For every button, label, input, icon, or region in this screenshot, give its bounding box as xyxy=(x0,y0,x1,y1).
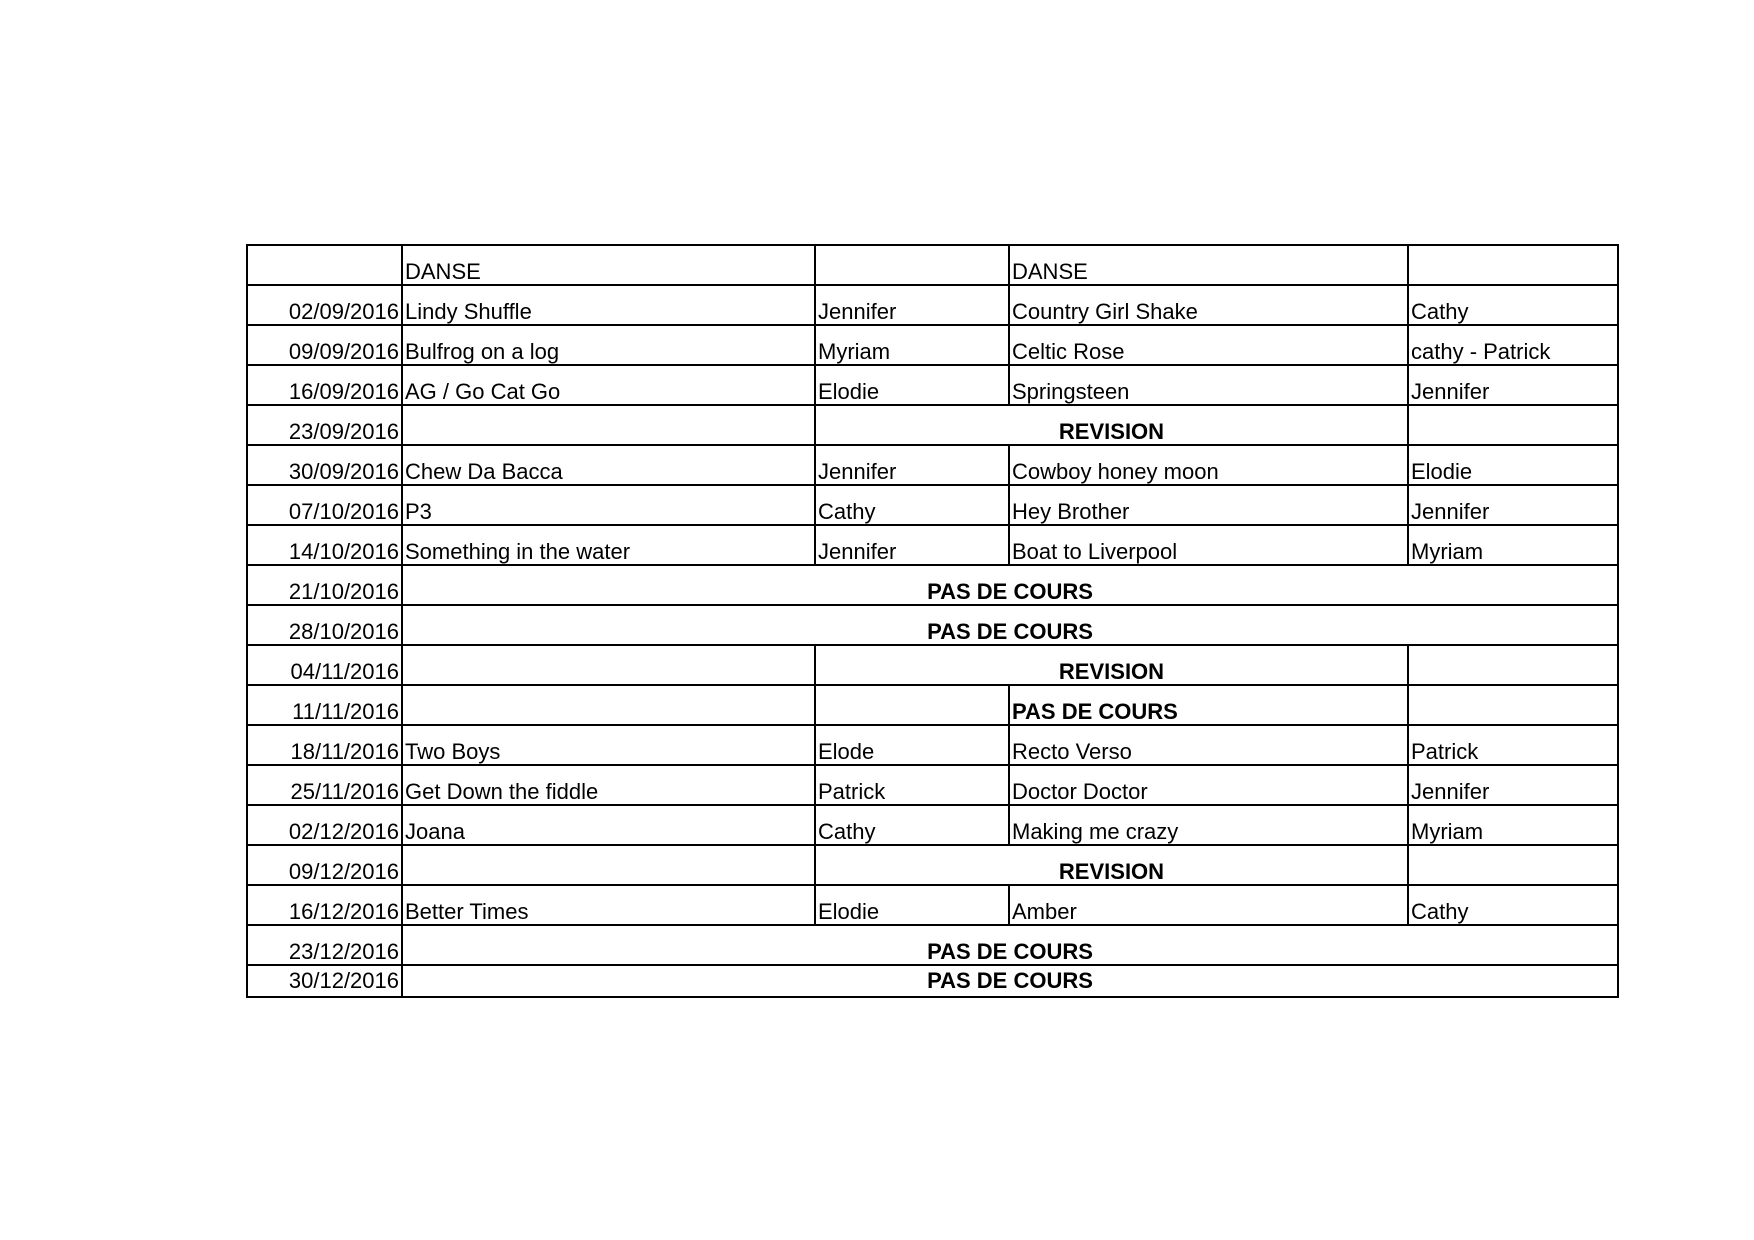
no-class-note: PAS DE COURS xyxy=(402,565,1618,605)
table-row-no-class xyxy=(247,685,1618,725)
header-row xyxy=(247,245,1618,285)
teacher-2-cell: Cathy xyxy=(1408,285,1618,325)
table-row xyxy=(247,285,1618,325)
table-row-revision xyxy=(247,645,1618,685)
table-row xyxy=(247,325,1618,365)
dance-2-cell: Making me crazy xyxy=(1009,805,1408,845)
dance-2-cell: Cowboy honey moon xyxy=(1009,445,1408,485)
date-cell: 28/10/2016 xyxy=(247,605,402,645)
date-cell: 18/11/2016 xyxy=(247,725,402,765)
no-class-note: PAS DE COURS xyxy=(402,925,1618,965)
date-cell: 30/12/2016 xyxy=(247,965,402,997)
date-cell: 25/11/2016 xyxy=(247,765,402,805)
teacher-2-cell: Patrick xyxy=(1408,725,1618,765)
dance-1-cell: Something in the water xyxy=(402,525,815,565)
teacher-1-cell: Patrick xyxy=(815,765,1009,805)
revision-note: REVISION xyxy=(815,645,1408,685)
header-teacher-2 xyxy=(1408,245,1618,285)
no-class-note: PAS DE COURS xyxy=(402,605,1618,645)
table-row xyxy=(247,765,1618,805)
table-row-no-class xyxy=(247,925,1618,965)
header-dance-1: DANSE xyxy=(402,245,815,285)
empty-cell xyxy=(1408,405,1618,445)
date-cell: 09/12/2016 xyxy=(247,845,402,885)
table-row xyxy=(247,725,1618,765)
teacher-1-cell: Cathy xyxy=(815,485,1009,525)
dance-2-cell: Hey Brother xyxy=(1009,485,1408,525)
table-row xyxy=(247,445,1618,485)
teacher-2-cell: Jennifer xyxy=(1408,485,1618,525)
dance-2-cell: Recto Verso xyxy=(1009,725,1408,765)
date-cell: 23/12/2016 xyxy=(247,925,402,965)
teacher-1-cell: Elode xyxy=(815,725,1009,765)
dance-schedule-table xyxy=(246,244,1619,998)
date-cell: 30/09/2016 xyxy=(247,445,402,485)
date-cell: 09/09/2016 xyxy=(247,325,402,365)
teacher-2-cell: Cathy xyxy=(1408,885,1618,925)
dance-1-cell: Two Boys xyxy=(402,725,815,765)
table-row xyxy=(247,365,1618,405)
table-row-no-class xyxy=(247,965,1618,997)
empty-cell xyxy=(1408,685,1618,725)
teacher-1-cell: Jennifer xyxy=(815,525,1009,565)
teacher-1-cell: Cathy xyxy=(815,805,1009,845)
header-teacher-1 xyxy=(815,245,1009,285)
table-row-no-class xyxy=(247,605,1618,645)
dance-1-cell: Lindy Shuffle xyxy=(402,285,815,325)
date-cell: 07/10/2016 xyxy=(247,485,402,525)
empty-cell xyxy=(402,845,815,885)
teacher-1-cell: Jennifer xyxy=(815,445,1009,485)
header-dance-2: DANSE xyxy=(1009,245,1408,285)
empty-cell xyxy=(402,685,815,725)
teacher-1-cell: Elodie xyxy=(815,365,1009,405)
teacher-1-cell: Elodie xyxy=(815,885,1009,925)
table-row xyxy=(247,485,1618,525)
table-row xyxy=(247,525,1618,565)
date-cell: 16/09/2016 xyxy=(247,365,402,405)
dance-2-cell: Celtic Rose xyxy=(1009,325,1408,365)
dance-1-cell: AG / Go Cat Go xyxy=(402,365,815,405)
empty-cell xyxy=(1408,845,1618,885)
dance-2-cell: Springsteen xyxy=(1009,365,1408,405)
teacher-1-cell: Jennifer xyxy=(815,285,1009,325)
dance-1-cell: P3 xyxy=(402,485,815,525)
date-cell: 02/09/2016 xyxy=(247,285,402,325)
teacher-1-cell: Myriam xyxy=(815,325,1009,365)
date-cell: 23/09/2016 xyxy=(247,405,402,445)
date-cell: 11/11/2016 xyxy=(247,685,402,725)
date-cell: 21/10/2016 xyxy=(247,565,402,605)
empty-cell xyxy=(402,405,815,445)
empty-cell xyxy=(402,645,815,685)
dance-1-cell: Chew Da Bacca xyxy=(402,445,815,485)
revision-note: REVISION xyxy=(815,845,1408,885)
teacher-2-cell: Myriam xyxy=(1408,805,1618,845)
dance-2-cell: Doctor Doctor xyxy=(1009,765,1408,805)
table-row xyxy=(247,885,1618,925)
no-class-note: PAS DE COURS xyxy=(1009,685,1408,725)
table-row xyxy=(247,805,1618,845)
teacher-2-cell: Jennifer xyxy=(1408,765,1618,805)
teacher-2-cell: Elodie xyxy=(1408,445,1618,485)
empty-cell xyxy=(815,685,1009,725)
dance-2-cell: Boat to Liverpool xyxy=(1009,525,1408,565)
teacher-2-cell: Jennifer xyxy=(1408,365,1618,405)
table-row-no-class xyxy=(247,565,1618,605)
revision-note: REVISION xyxy=(815,405,1408,445)
dance-2-cell: Country Girl Shake xyxy=(1009,285,1408,325)
date-cell: 02/12/2016 xyxy=(247,805,402,845)
date-cell: 04/11/2016 xyxy=(247,645,402,685)
empty-cell xyxy=(1408,645,1618,685)
date-cell: 16/12/2016 xyxy=(247,885,402,925)
dance-1-cell: Joana xyxy=(402,805,815,845)
teacher-2-cell: cathy - Patrick xyxy=(1408,325,1618,365)
date-cell: 14/10/2016 xyxy=(247,525,402,565)
table-row-revision xyxy=(247,405,1618,445)
dance-1-cell: Get Down the fiddle xyxy=(402,765,815,805)
dance-1-cell: Bulfrog on a log xyxy=(402,325,815,365)
teacher-2-cell: Myriam xyxy=(1408,525,1618,565)
dance-1-cell: Better Times xyxy=(402,885,815,925)
dance-2-cell: Amber xyxy=(1009,885,1408,925)
header-date-cell xyxy=(247,245,402,285)
table-row-revision xyxy=(247,845,1618,885)
no-class-note: PAS DE COURS xyxy=(402,965,1618,997)
